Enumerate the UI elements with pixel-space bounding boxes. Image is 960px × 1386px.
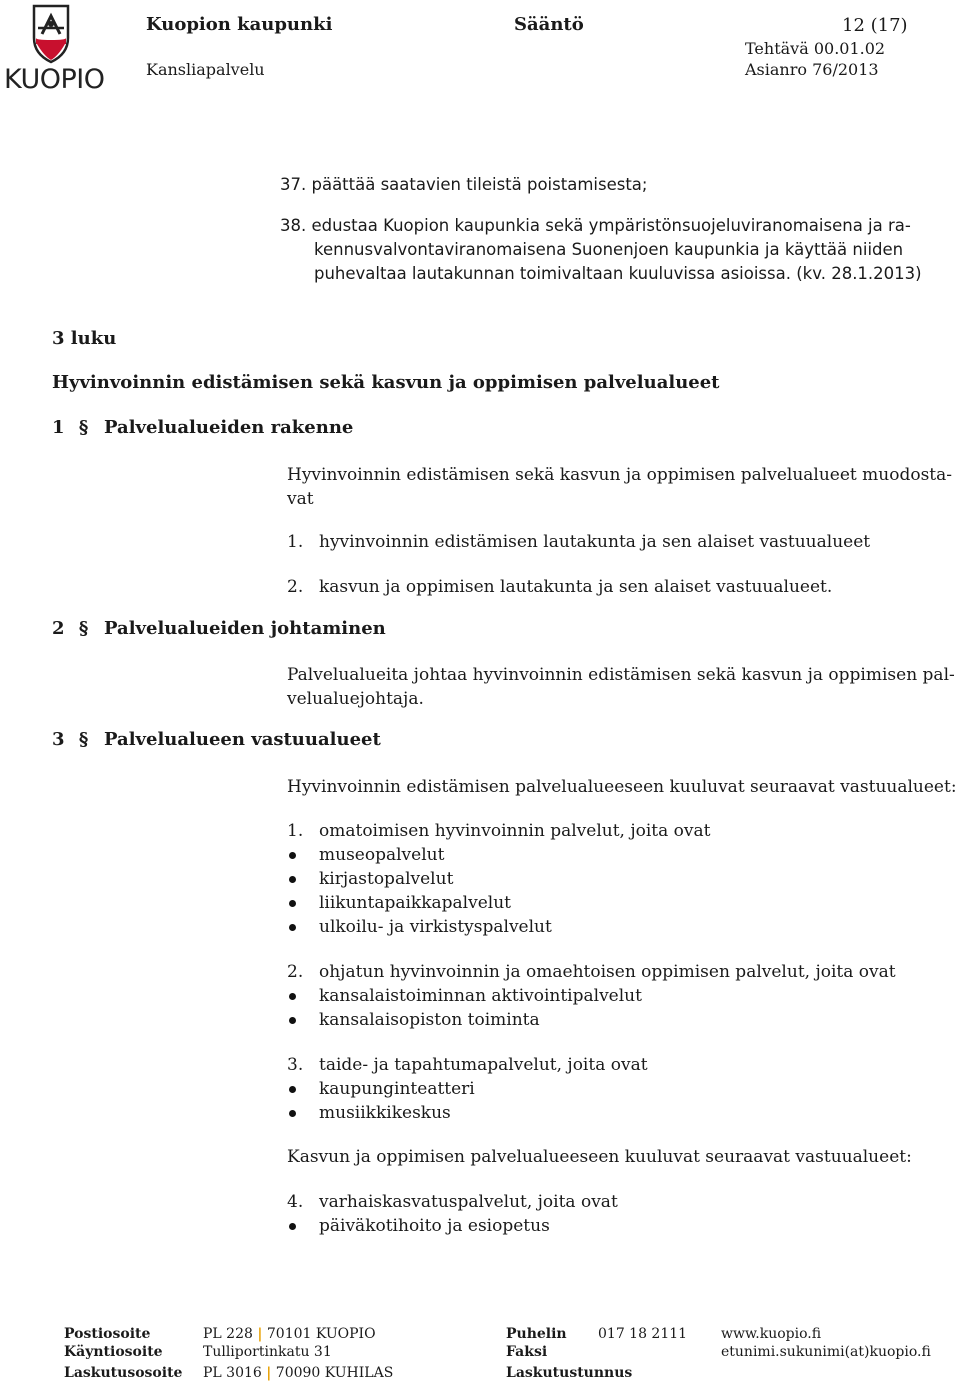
section-2-line: Palvelualueita johtaa hyvinvoinnin edistämisen sekä kasvun ja oppimisen pal-: [287, 665, 955, 685]
section-3-heading: [52, 729, 381, 750]
section-1-body: [287, 463, 959, 511]
item-37: 37. päättää saatavien tileistä poistamisesta;: [280, 175, 648, 194]
list-item: liikuntapaikkapalvelut: [287, 891, 947, 915]
footer-postal-city: 70101 KUOPIO: [266, 1326, 376, 1342]
section-3-group: [287, 1053, 947, 1125]
footer-billing-city: 70090 KUHILAS: [275, 1365, 394, 1381]
section-1-item: [287, 575, 832, 599]
footer-phone-label: Puhelin: [506, 1326, 567, 1342]
chapter-label: 3 luku: [52, 328, 117, 349]
section-3-symbol: §: [78, 729, 89, 750]
list-item: kansalaisopiston toiminta: [287, 1008, 947, 1032]
chapter-title: Hyvinvoinnin edistämisen sekä kasvun ja oppimisen palvelualueet: [52, 372, 720, 393]
footer-postal: [203, 1325, 376, 1344]
bullet-list: [287, 1077, 947, 1125]
section-1-line: vat: [287, 489, 314, 509]
section-1-item-number: 1.: [287, 532, 304, 552]
list-item: musiikkikeskus: [287, 1101, 947, 1125]
section-3-group: [287, 819, 947, 939]
list-item: kansalaistoiminnan aktivointipalvelut: [287, 984, 947, 1008]
item-38-line: kennusvalvontaviranomaisena Suonenjoen kaupunkia ja käyttää niiden: [314, 240, 904, 259]
section-3-intro: Hyvinvoinnin edistämisen palvelualueeseen kuuluvat seuraavat vastuualueet:: [287, 777, 957, 797]
header-page: 12 (17): [842, 15, 908, 36]
footer-billing-label: Laskutusosoite: [64, 1365, 183, 1381]
footer: [64, 1325, 954, 1385]
section-1-item: [287, 530, 870, 554]
list-item: päiväkotihoito ja esiopetus: [287, 1214, 947, 1238]
footer-fax-label: Faksi: [506, 1344, 548, 1360]
group-heading: [287, 960, 947, 984]
section-3-group: [287, 960, 947, 1032]
bullet-list: [287, 984, 947, 1032]
group-title: omatoimisen hyvinvoinnin palvelut, joita ovat: [319, 821, 711, 841]
header-dept: Kansliapalvelu: [146, 60, 265, 79]
section-1-symbol: §: [78, 417, 89, 438]
coat-of-arms-icon: [4, 4, 98, 66]
item-38-line: 38. edustaa Kuopion kaupunkia sekä ympäristönsuojeluviranomaisena ja ra-: [280, 216, 911, 235]
section-3-title: Palvelualueen vastuualueet: [104, 729, 381, 750]
section-1-heading: [52, 417, 354, 438]
bullet-list: [287, 843, 947, 939]
item-38: [280, 214, 922, 286]
logo-text: KUOPIO: [4, 64, 105, 95]
section-2-number: 2: [52, 618, 65, 639]
group-heading: [287, 1053, 947, 1077]
footer-visit: Tulliportinkatu 31: [203, 1344, 332, 1360]
section-2-symbol: §: [78, 618, 89, 639]
section-2-line: velualuejohtaja.: [287, 689, 424, 709]
list-item: ulkoilu- ja virkistyspalvelut: [287, 915, 947, 939]
header-task: Tehtävä 00.01.02: [745, 39, 886, 58]
section-2-heading: [52, 618, 386, 639]
footer-phone: 017 18 2111: [598, 1326, 688, 1342]
list-item: museopalvelut: [287, 843, 947, 867]
group-title: taide- ja tapahtumapalvelut, joita ovat: [319, 1055, 648, 1075]
header-org: Kuopion kaupunki: [146, 14, 333, 35]
separator: |: [266, 1365, 272, 1381]
footer-billing-id-label: Laskutustunnus: [506, 1365, 633, 1381]
header-case: Asianro 76/2013: [745, 60, 879, 79]
footer-postal-label: Postiosoite: [64, 1326, 151, 1342]
section-2-body: [287, 663, 959, 711]
group-heading: [287, 819, 947, 843]
section-2-title: Palvelualueiden johtaminen: [104, 618, 386, 639]
group-number: 3.: [287, 1055, 304, 1075]
footer-visit-label: Käyntiosoite: [64, 1344, 163, 1360]
footer-email[interactable]: etunimi.sukunimi(at)kuopio.fi: [721, 1344, 931, 1360]
separator: |: [257, 1326, 263, 1342]
list-item: kaupunginteatteri: [287, 1077, 947, 1101]
footer-postal-box: PL 228: [203, 1326, 253, 1342]
section-3-number: 3: [52, 729, 65, 750]
section-1-item-number: 2.: [287, 577, 304, 597]
kuopio-logo: [4, 4, 105, 96]
group-title: varhaiskasvatuspalvelut, joita ovat: [319, 1192, 618, 1212]
group-title: ohjatun hyvinvoinnin ja omaehtoisen oppimisen palvelut, joita ovat: [319, 962, 896, 982]
group-number: 1.: [287, 821, 304, 841]
group-heading: [287, 1190, 947, 1214]
footer-web-link[interactable]: www.kuopio.fi: [721, 1326, 822, 1342]
footer-billing: [203, 1364, 393, 1383]
section-1-number: 1: [52, 417, 65, 438]
header-doctype: Sääntö: [514, 14, 584, 35]
group-number: 2.: [287, 962, 304, 982]
item-38-line: puhevaltaa lautakunnan toimivaltaan kuuluvissa asioissa. (kv. 28.1.2013): [314, 264, 922, 283]
section-1-line: Hyvinvoinnin edistämisen sekä kasvun ja oppimisen palvelualueet muodosta-: [287, 465, 953, 485]
group-number: 4.: [287, 1192, 304, 1212]
section-1-title: Palvelualueiden rakenne: [104, 417, 354, 438]
section-1-item-text: hyvinvoinnin edistämisen lautakunta ja sen alaiset vastuualueet: [319, 532, 871, 552]
footer-billing-box: PL 3016: [203, 1365, 262, 1381]
list-item: kirjastopalvelut: [287, 867, 947, 891]
section-1-item-text: kasvun ja oppimisen lautakunta ja sen alaiset vastuualueet.: [319, 577, 833, 597]
section-3-intro-2: Kasvun ja oppimisen palvelualueeseen kuuluvat seuraavat vastuualueet:: [287, 1147, 912, 1167]
section-3-group: [287, 1190, 947, 1238]
bullet-list: [287, 1214, 947, 1238]
